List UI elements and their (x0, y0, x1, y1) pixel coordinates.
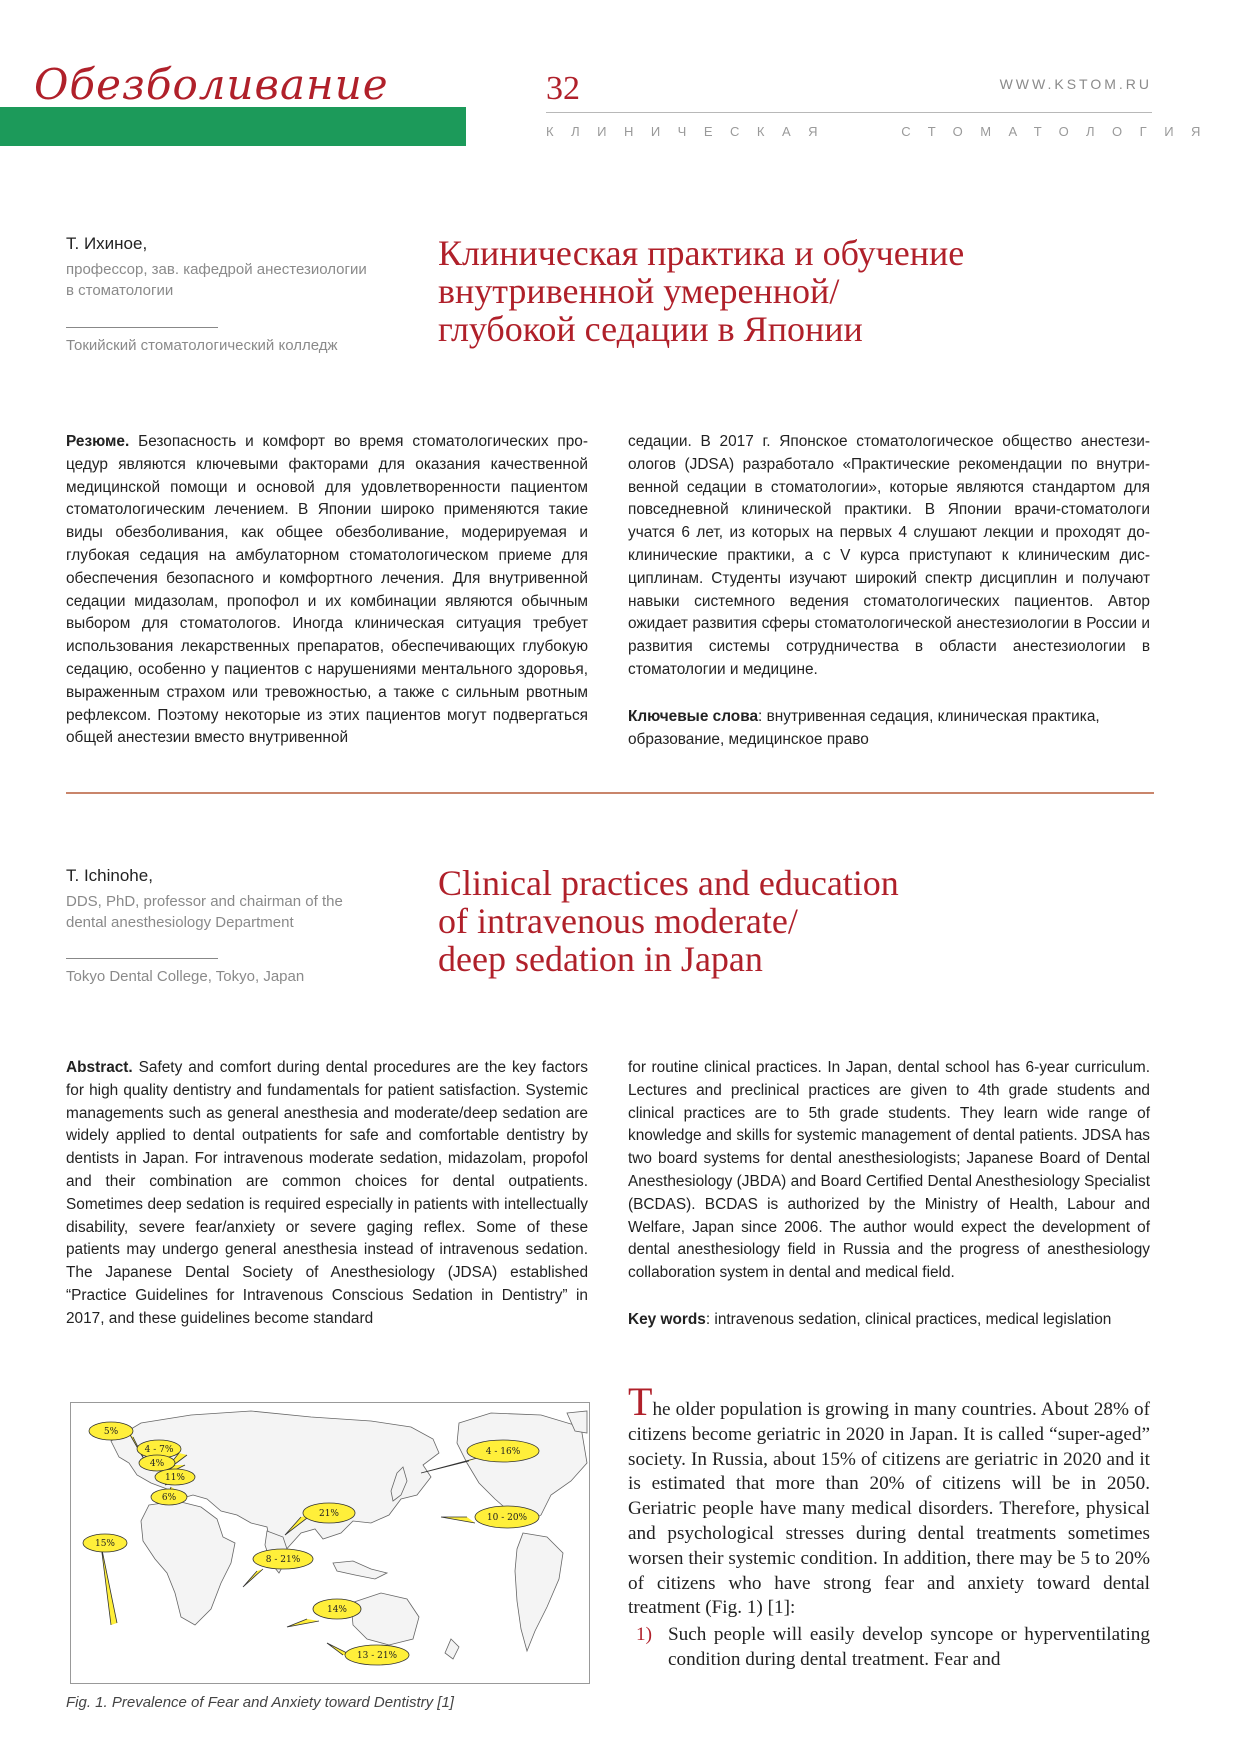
map-label: 21% (318, 1509, 340, 1519)
en-author-rule (66, 958, 218, 959)
figure-caption: Fig. 1. Prevalence of Fear and Anxiety toward Dentistry [1] (66, 1694, 454, 1711)
en-abstract-col2 (628, 1057, 1150, 1285)
map-label: 4 - 7% (144, 1445, 174, 1455)
list-item-text: Such people will easily develop syncope or hyperventilating condition during dental treatment. Fear and (668, 1624, 1150, 1670)
list-item (628, 1623, 1150, 1673)
ru-author-name: Т. Ихиное, (66, 234, 148, 253)
map-label: 15% (94, 1539, 116, 1549)
en-abstract-text-1: Safety and comfort during dental procedures are the key factors for high quality dentistry and fundamentals for patient satisfaction. Systemic managements such as general anesthesia and moderate/deep sedation are widely applied to dental outpatients for safe and comfortable dentistry by dentists in Japan. For intravenous moderate sedation, midazolam, propofol and their combination are common choices for dental outpatients. Sometimes deep sedation is required especially in patients with intellectually disability, severe fear/anxiety or severe gaging reflex. Some of these patients may undergo general anesthesia instead of intravenous sedation. The Japanese Dental Society of Anesthesiology (JDSA) established “Practice Guidelines for Intravenous Conscious Sedation in Dentistry” in 2017, and these guidelines become standard (66, 1059, 588, 1327)
header-green-bar (0, 107, 466, 146)
map-label: 5% (103, 1427, 119, 1437)
en-title-line: deep sedation in Japan (438, 939, 763, 979)
en-title-line: of intravenous moderate/ (438, 901, 798, 941)
map-label: 10 - 20% (486, 1513, 528, 1523)
journal-word-2: СТОМАТОЛОГИЯ (901, 124, 1218, 139)
ru-keywords-label: Ключевые слова (628, 708, 759, 725)
journal-name (546, 124, 1218, 139)
ru-abstract-label: Резюме. (66, 433, 130, 450)
en-abstract-label: Abstract. (66, 1059, 133, 1076)
south-america-landmass (515, 1533, 563, 1651)
ru-author-rule (66, 327, 218, 328)
map-label: 6% (161, 1493, 177, 1503)
language-separator (66, 792, 1154, 794)
figure-world-map (70, 1402, 590, 1684)
en-keywords-text: : intravenous sedation, clinical practices, medical legislation (705, 1311, 1112, 1328)
africa-landmass (141, 1501, 235, 1625)
ru-abstract-text-1: Безопасность и комфорт во время стоматологических процедур являются ключевыми факторами для оказания качественной медицинской помощи и основой для удовлетворенности пациентом стоматологическим лечением. В Японии широко применяются такие виды обезболивания, как общее обезболивание, модерируемая и глубокая седация на амбулаторном стоматологическом приеме для обеспечения безопасного и комфортного лечения. Для внутривенной седации мидазолам, пропофол и их комбинации являются обычным выбором для стоматологов. Иногда клиническая ситуация требует использования лекарственных препаратов, обеспечивающих глубокую седацию, особенно у пациентов с нарушениями ментального здоровья, выраженным страхом или тревожностью, а также с сильным рвотным рефлексом. Поэтому некоторые из этих пациентов могут подвергаться общей анестезии вместо внутривенной (66, 433, 588, 747)
journal-word-1: КЛИНИЧЕСКАЯ (546, 124, 836, 139)
en-title-line: Clinical practices and education (438, 863, 899, 903)
en-position-line: DDS, PhD, professor and chairman of the (66, 893, 343, 910)
newzealand-landmass (445, 1639, 459, 1659)
body-paragraph: he older population is growing in many countries. About 28% of citizens become geriatric in 2020 in Japan. It is called “super-aged” society. In Russia, about 15% of citizens are geriatric in 2020 and it is estimated that more than 20% of citizens will be in 2050. Geriatric people have many medical disorders. Therefore, physical and psychological stresses during dental treatments sometimes worsen their systemic condition. In addition, there may be 5 to 20% of citizens who have strong fear and anxiety toward dental treatment (Fig. 1) [1]: (628, 1399, 1150, 1619)
world-map-svg (71, 1403, 589, 1683)
ru-title-line: внутривенной умеренной/ (438, 271, 840, 311)
en-author-position (66, 891, 406, 933)
ru-abstract-col1 (66, 431, 588, 750)
ru-title-line: Клиническая практика и обучение (438, 233, 965, 273)
list-number: 1) (636, 1624, 652, 1646)
ru-keywords (628, 706, 1150, 752)
map-label: 13 - 21% (356, 1651, 398, 1661)
sea-islands (333, 1561, 387, 1579)
dropcap: T (628, 1379, 653, 1424)
ru-position-line: в стоматологии (66, 282, 174, 299)
section-title: Обезболивание (34, 60, 389, 109)
header-rule (546, 112, 1152, 113)
en-keywords-label: Key words (628, 1311, 706, 1328)
body-text (628, 1379, 1150, 1673)
site-url[interactable]: WWW.KSTOM.RU (999, 76, 1152, 92)
en-abstract-text-2: for routine clinical practices. In Japan, dental school has 6-year curriculum. Lectures and preclinical practices are given to 4th grade students and clinical practices are to 5th grade students. They learn wide range of knowledge and skills for systemic management of dental patients. JDSA has two board systems for dental anesthesiologists; Japanese Board of Dental Anesthesiology (JBDA) and Board Certified Dental Anesthesiology Specialist (BCDAS). BCDAS is authorized by the Ministry of Health, Labour and Welfare, Japan since 2006. The author would expect the development of dental anesthesiology field in Russia and the progress of anesthesiology collaboration system in dental and medical field. (628, 1059, 1150, 1282)
en-keywords (628, 1309, 1150, 1332)
en-article-title (438, 864, 1058, 978)
en-affiliation: Tokyo Dental College, Tokyo, Japan (66, 968, 305, 985)
page-number: 32 (546, 70, 580, 107)
ru-author-position (66, 259, 406, 301)
map-label: 8 - 21% (265, 1555, 301, 1565)
australia-landmass (351, 1593, 419, 1645)
map-label: 14% (326, 1605, 348, 1615)
ru-abstract-text-2: седации. В 2017 г. Японское стоматологическое общество анестезиологов (JDSA) разработало «Практические рекомендации по внутривенной седации в стоматологии», которые являются стандартом для повседневной клинической практики. В Японии врачи-стоматологи учатся 6 лет, из которых на первых 4 слушают лекции и проходят доклинические практики, а с V курса приступают к клиническим дисциплинам. Студенты изучают широкий спектр дисциплин и получают навыки системного ведения стоматологических пациентов. Автор ожидает развития сферы стоматологической анестезиологии в России и развития системы сотрудничества в области анестезиологии в стоматологии и медицине. (628, 433, 1150, 678)
map-label: 11% (164, 1473, 186, 1483)
map-label: 4% (149, 1459, 165, 1469)
map-label: 4 - 16% (485, 1447, 521, 1457)
ru-affiliation: Токийский стоматологический колледж (66, 337, 338, 354)
en-position-line: dental anesthesiology Department (66, 914, 294, 931)
ru-abstract-col2 (628, 431, 1150, 682)
ru-keywords-text: : внутривенная седация, клиническая практика, образование, медицинское право (628, 708, 1100, 748)
en-abstract-col1 (66, 1057, 588, 1331)
ru-position-line: профессор, зав. кафедрой анестезиологии (66, 261, 367, 278)
en-author-name: T. Ichinohe, (66, 866, 153, 885)
ru-title-line: глубокой седации в Японии (438, 309, 863, 349)
ru-article-title (438, 234, 1058, 348)
